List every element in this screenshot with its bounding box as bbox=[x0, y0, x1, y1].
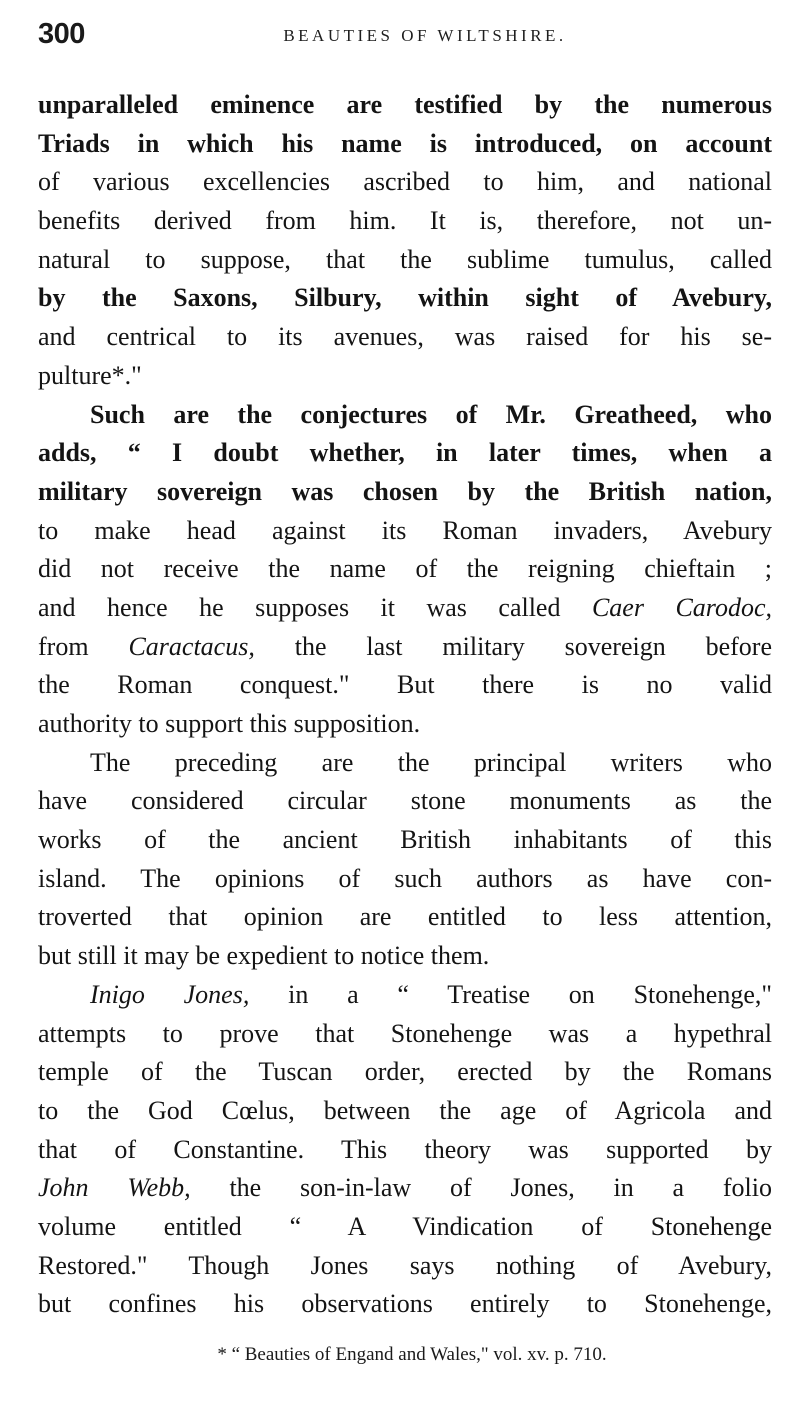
text-line: from Caractacus, the last military sovereign before bbox=[38, 631, 772, 661]
text-line: troverted that opinion are entitled to less attention, bbox=[38, 902, 772, 932]
page-header bbox=[38, 14, 772, 54]
text-line: Triads in which his name is introduced, on account bbox=[38, 128, 772, 158]
text-line: volume entitled “ A Vindication of Stonehenge bbox=[38, 1211, 772, 1241]
text-line: have considered circular stone monuments as the bbox=[38, 786, 772, 816]
text-line: temple of the Tuscan order, erected by the Romans bbox=[38, 1057, 772, 1087]
running-title: BEAUTIES OF WILTSHIRE. bbox=[283, 26, 567, 45]
text-line: to make head against its Roman invaders, Avebury bbox=[38, 515, 772, 545]
italic-person-name: Caractacus, bbox=[128, 631, 255, 661]
text-line: works of the ancient British inhabitants of this bbox=[38, 825, 772, 855]
text-line: and centrical to its avenues, was raised for his se- bbox=[38, 322, 772, 352]
page-number: 300 bbox=[38, 18, 85, 50]
text-line: natural to suppose, that the sublime tumulus, called bbox=[38, 244, 772, 274]
text-line: military sovereign was chosen by the British nation, bbox=[38, 476, 772, 506]
text-line: island. The opinions of such authors as have con- bbox=[38, 863, 772, 893]
text-line: but still it may be expedient to notice them. bbox=[38, 941, 490, 971]
paragraph-start-line: Such are the conjectures of Mr. Greatheed, who bbox=[90, 399, 772, 429]
text-line: attempts to prove that Stonehenge was a hypethral bbox=[38, 1018, 772, 1048]
text-line: that of Constantine. This theory was supported by bbox=[38, 1134, 772, 1164]
text-line: pulture*." bbox=[38, 360, 142, 390]
text-line: by the Saxons, Silbury, within sight of Avebury, bbox=[38, 283, 772, 313]
text-line: and hence he supposes it was called Caer Carodoc, bbox=[38, 592, 772, 622]
text-line: to the God Cœlus, between the age of Agricola and bbox=[38, 1095, 772, 1125]
text-line: unparalleled eminence are testified by the numerous bbox=[38, 90, 772, 119]
text-line: the Roman conquest." But there is no valid bbox=[38, 670, 772, 700]
text-line: benefits derived from him. It is, therefore, not un- bbox=[38, 206, 772, 236]
text-line: but confines his observations entirely to Stonehenge, bbox=[38, 1289, 772, 1319]
italic-place-name: Caer Carodoc, bbox=[591, 592, 772, 622]
italic-person-name: Inigo Jones, bbox=[90, 979, 250, 1009]
paragraph-start-line: Inigo Jones, in a “ Treatise on Stonehenge," bbox=[90, 979, 772, 1009]
body-text bbox=[38, 86, 772, 1324]
paragraph-start-line: The preceding are the principal writers who bbox=[90, 747, 772, 777]
text-line: did not receive the name of the reigning chieftain ; bbox=[38, 554, 772, 584]
text-line: John Webb, the son-in-law of Jones, in a folio bbox=[38, 1173, 772, 1203]
text-line: Restored." Though Jones says nothing of Avebury, bbox=[38, 1250, 772, 1280]
text-line: adds, “ I doubt whether, in later times, when a bbox=[38, 438, 772, 468]
footnote: * “ Beauties of Engand and Wales," vol. xv. p. 710. bbox=[217, 1344, 607, 1365]
italic-person-name: John Webb, bbox=[38, 1173, 191, 1203]
text-line: of various excellencies ascribed to him, and national bbox=[38, 167, 772, 197]
text-line: authority to support this supposition. bbox=[38, 709, 421, 738]
